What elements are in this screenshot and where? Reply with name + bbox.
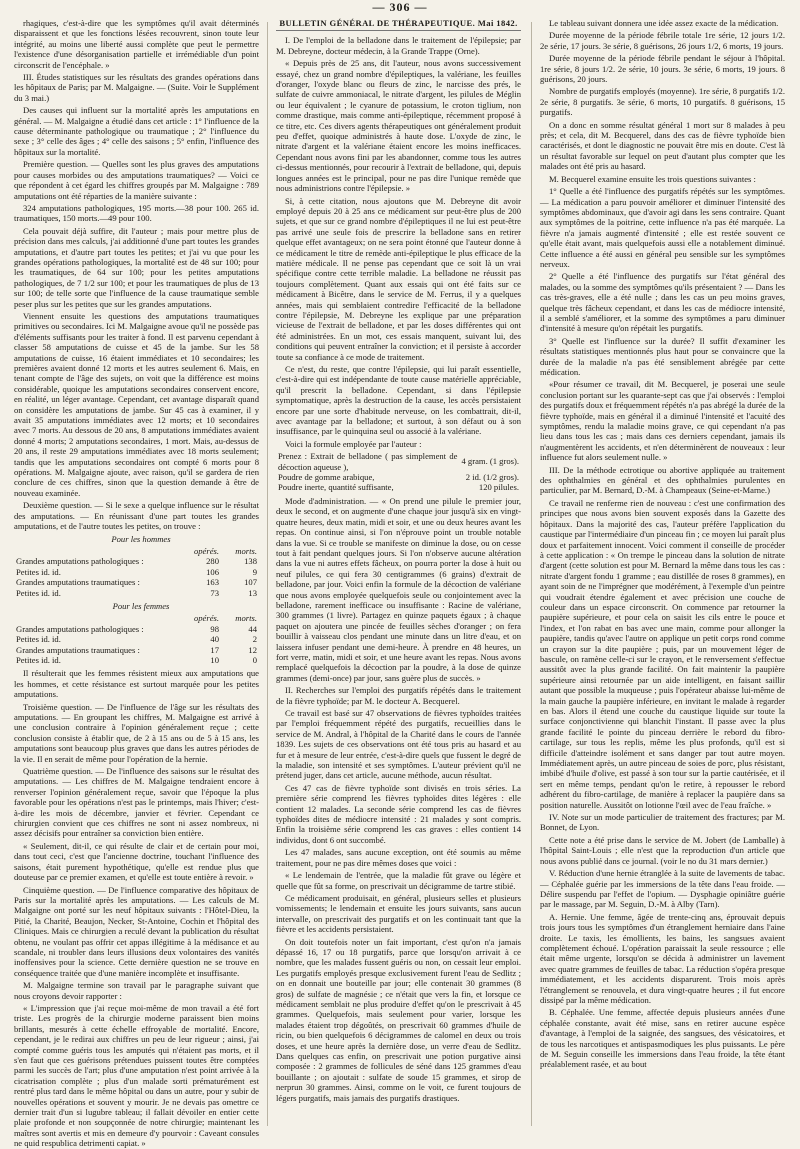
paragraph: 3° Quelle est l'influence sur la durée? Il suffit d'examiner les résultats statistiques mentionnés plus haut pour se convaincre que la durée de la maladie n'a pas été sensiblement abrégée par cette médication. [540, 335, 785, 377]
table-header-cell [14, 546, 183, 556]
table-cell: Petites id. id. [16, 654, 61, 665]
table-cell: 280 [206, 556, 219, 567]
table-cell: 0 [252, 654, 257, 665]
paragraph: « Seulement, dit-il, ce qui résulte de clair et de certain pour moi, dans tout ceci, c'est que l'ancienne doctrine, touchant l'influence des saisons, était purement hypothétique, qu'elle est rendue plus que douteuse par ce premier examen, et qu'elle est toute entière à revoir. » [14, 840, 259, 883]
table-caption: Pour les femmes [112, 600, 170, 611]
left-column [14, 18, 259, 1149]
table-row [14, 655, 259, 665]
table-cell: 2 [252, 634, 257, 645]
paragraph: Ces 47 cas de fièvre typhoïde sont divisés en trois séries. La première série comprend les fièvres typhoïdes dites légères : elle contient 12 malades. La seconde série comprend les cas de fièvres typhoïdes dites de médiocre intensité : 21 malades y sont compris. Enfin la troisième série comprend les cas graves : elles contient 14 individus, dont 6 ont succombé. [276, 782, 521, 845]
table-cell: Grandes amputations traumatiques : [16, 644, 140, 655]
paragraph: Cette note a été prise dans le service de M. Jobert (de Lamballe) à l'hôpital Saint-Louis ; elle n'est que la reproduction d'un article que nous avons publié dans ce journal. (voir le no du 31 mars dernier.) [540, 834, 785, 866]
paragraph: Des causes qui influent sur la mortalité après les amputations en général. — M. Malgaigne a étudié dans cet article : 1° l'influence de la cause déterminante pathologique ou traumatique ; 2° l'influence du sexe ; 3° celle des âges ; 4° celle des saisons ; 5° enfin, l'influence des hôpitaux sur la mortalité. [14, 105, 259, 157]
paragraph: B. Céphalée. Une femme, affectée depuis plusieurs années d'une céphalée constante, avait été mise, sans en retirer aucune espèce d'avantage, à l'emploi de la saignée, des sangsues, des vésicatoires, et de tous les narcotiques et antispasmodiques les plus puissants. Le père de M. Seguin conseille les immersions dans l'eau froide, la tête étant préalablement rasée, et au bout [540, 1007, 785, 1070]
paragraph: Nombre de purgatifs employés (moyenne). 1re série, 8 purgatifs 1/2. 2e série, 8 purgatifs. 3e série, 6 morts, 10 purgatifs. 8 guérisons, 15 purgatifs. [540, 86, 785, 118]
paragraph: M. Becquerel examine ensuite les trois questions suivantes : [549, 173, 756, 184]
table-cell: 44 [248, 623, 257, 634]
paragraph: On a donc en somme résultat général 1 mort sur 8 malades à peu près; et cela, dit M. Becquerel, dans des cas de fièvre typhoïde bien caractérisés, et dont le diagnostic ne pouvait être mis en doute. C'est là un résultat favorable sur lequel on peut d'autant plus compter que les malades ont été pris au hasard. [540, 119, 785, 172]
paragraph: « L'impression que j'ai reçue moi-même de mon travail a été fort triste. Les progrès de la chirurgie moderne paraissent bien moins brillants, mesurés à cette échelle effroyable de mortalité. Encore, cependant, je le redirai aux chiffres un peu de leur rigueur ; ainsi, j'ai compté comme guéris tous les amputés qui n'étaient pas morts, et il s'en faut que ces guérisons prétendues puissent toutes être comptées parmi les succès de l'art; plus d'une amputation n'est point arrivée à la cicatrisation complète ; plus d'un malade sorti prématurément est rentré plus tard dans le même hôpital ou dans un autre, pour y subir de nouvelles opérations et souvent y mourir. Je ne devais pas omettre ce dernier trait d'un si lugubre tableau; il fallait dévoiler en entier cette plaie profonde et non soupçonnée de notre chirurgie; maintenant les maîtres sont avertis et mis en demeure d'y pourvoir : Caveant consules ne quid respublica detrimenti capiat. » [14, 1002, 259, 1149]
paragraph: 1° Quelle a été l'influence des purgatifs répétés sur les symptômes. — La médication a paru pouvoir améliorer et diminuer l'intensité des symptômes abdominaux, que d'avoir agi dans les sens contraire. Quant aux symptômes de la poitrine, cette influence n'a pas été marquée. La fièvre n'a jamais augmenté d'intensité ; elle est restée souvent ce qu'elle était avant, mais quelquefois aussi elle a notablement diminué. Cette influence a été aussi en général peu sensible sur les symptômes nerveux. [540, 186, 785, 269]
paragraph: Quatrième question. — De l'influence des saisons sur le résultat des amputations. — Les chiffres de M. Malgaigne tendraient encore à renverser l'opinion généralement reçue, savoir que l'époque la plus favorable pour les opérations n'est pas le printemps, mais l'hiver; c'est-à-dire les mois de décembre, janvier et février. Cependant ce chirurgien convient que ces chiffres ne sont ni assez nombreux, ni assez décisifs pour entraîner sa conviction bien entière. [14, 766, 259, 839]
paragraph: I. De l'emploi de la belladone dans le traitement de l'épilepsie; par M. Debreyne, docteur médecin, à la Grande Trappe (Orne). [276, 35, 521, 56]
table-cell: Grandes amputations pathologiques : [16, 623, 144, 634]
paragraph: III. Études statistiques sur les résultats des grandes opérations dans les hôpitaux de Paris; par M. Malgaigne. — (Suite. Voir le Supplément du 3 mai.) [14, 72, 259, 103]
table-cell: Petites id. id. [16, 587, 61, 598]
column-rule [531, 22, 532, 1126]
table-caption: Pour les hommes [111, 533, 171, 544]
formula-cell: Prenez : Extrait de belladone ( pas simplement de décoction aqueuse ), [278, 451, 458, 472]
formula-table [276, 451, 521, 493]
table-cell: 40 [210, 634, 219, 645]
table-row [14, 624, 259, 634]
page-number: — 306 — [372, 0, 428, 14]
paragraph: Voici la formule employée par l'auteur : [285, 438, 422, 449]
paragraph: A. Hernie. Une femme, âgée de trente-cinq ans, éprouvait depuis trois jours tous les symptômes d'un étranglement herniaire dans l'aine droite. Le taxis, les émollients, les bains, les sangsues avaient complètement échoué. L'opération paraissait la seule ressource ; elle était même urgente, lorsqu'on se décida à administrer un lavement avec quatre grammes de feuilles de tabac. La réduction s'opéra presque immédiatement, et les accidents disparurent. Trois mois après l'étranglement se renouvela, et dura vingt-quatre heures ; il fut encore dissipé par la même médication. [540, 911, 785, 1005]
paragraph: Le tableau suivant donnera une idée assez exacte de la médication. [549, 18, 779, 28]
table-row [14, 577, 259, 587]
table-header-cell: opérés. [193, 613, 219, 624]
paragraph: Cela pouvait déjà suffire, dit l'auteur ; mais pour mettre plus de précision dans mes calculs, j'ai additionné d'une part toutes les grandes amputations, et d'autre part toutes les petites; et j'ai vu que pour les grandes opérations pathologiques, la mortalité est de 48 sur 100; pour les traumatiques, de 64 sur 100; pour les petites amputations pathologiques, de 7 1/2 sur 100; et pour les traumatiques de plus de 13 sur 100; de telle sorte que l'influence de la cause traumatique semble peser plus sur les petites que sur les grandes amputations. [14, 225, 259, 309]
formula-row [276, 451, 521, 472]
table-cell: Grandes amputations traumatiques : [16, 577, 140, 588]
paragraph: Il résulterait que les femmes résistent mieux aux amputations que les hommes, et cette résistance est surtout marquée pour les petites amputations. [14, 668, 259, 700]
paragraph: BULLETIN GÉNÉRAL DE THÉRAPEUTIQUE. Mai 1842. [276, 18, 521, 31]
paragraph: Première question. — Quelles sont les plus graves des amputations pour causes morbides ou des amputations traumatiques? — Voici ce que répondent à cet égard les chiffres groupés par M. Malgaigne : 789 amputations ont été réparties de la manière suivante : [14, 159, 259, 201]
paragraph: III. De la méthode ectrotique ou abortive appliquée au traitement des ophthalmies en général et des ophthalmies purulentes en particulier, par M. Bernard, D.-M. à Champeaux (Seine-et-Marne.) [540, 464, 785, 496]
table-header-cell: morts. [235, 613, 257, 624]
formula-cell: 4 gram. (1 gros). [461, 456, 519, 467]
paragraph: « Depuis près de 25 ans, dit l'auteur, nous avons successivement essayé, chez un grand nombre d'épileptiques, la valériane, les feuilles d'oranger, l'oxyde blanc ou fleurs de zinc, le narcisse des prés, le sulfate de cuivre ammoniacal, le nitrate d'argent, les pilules de Méglin ou leur équivalent ; le cyanure de potassium, le croton tiglium, non comme drastique, mais comme anti-épileptique, récemment proposé à ce titre, etc. Ces divers agents thérapeutiques ont généralement produit peu d'effet, quoique administrés à haute dose. L'oxyde de zinc, le nitrate d'argent et la valériane étaient encore les moins inefficaces. Cependant nous avons fini par les abandonner, comme tous les autres ci-dessus mentionnés, pour recourir à l'extrait de belladone, qui, depuis longues années est le principal, pour ne pas dire l'unique remède que nous administrions contre l'épilepsie. » [276, 58, 521, 194]
paragraph: rhagiques, c'est-à-dire que les symptômes qu'il avait déterminés disparaissent et que les fonctions lésées recouvrent, sinon toute leur intégrité, au moins une liberté aussi complète que peut le permettre l'existence d'une désorganisation partielle et irrémédiable d'un point circonscrit de l'encéphale. » [14, 18, 259, 70]
table-cell: 98 [210, 623, 219, 634]
table-row [14, 556, 259, 566]
paragraph: « Le lendemain de l'entrée, que la maladie fût grave ou légère et quelle que fût sa forme, on prescrivait un décigramme de tartre stibié. [276, 870, 521, 891]
stats-table [14, 546, 259, 598]
table-header-cell: opérés. [193, 545, 219, 556]
middle-column [276, 18, 521, 1130]
formula-cell: 2 id. (1/2 gros). [465, 472, 519, 483]
table-cell: 73 [210, 587, 219, 598]
paragraph: Ce n'est, du reste, que contre l'épilepsie, qui lui paraît essentielle, c'est-à-dire qui est indépendante de toute cause matérielle appréciable, qu'il prescrit la belladone. Cependant, si dans l'épilepsie symptomatique, après la destruction de la cause, les accès persistaient encore par une sorte d'habitude nerveuse, on les combattrait, dit-il, avec avantage par la belladone; et surtout, à son défaut ou à son insuffisance, par le quinquina seul ou associé à la valériane. [276, 364, 521, 437]
paragraph: Mode d'administration. — « On prend une pilule le premier jour, deux le second, et on augmente d'une chaque jour jusqu'à six en vingt-quatre heures, deux matin, midi et soir, et une ou deux heures avant les repas. On continue ainsi, si l'on n'éprouve point un trouble notable dans la vue. Si ce trouble se manifeste on diminue la dose, ou on cesse tout à fait pendant quelques jours. Si l'on n'observe aucune altération dans la vue ni autres effets fâcheux, on pourra porter la dose à huit ou neuf pilules, ce qui fera 30 centigrammes (6 grains) d'extrait de belladone, par jour. Voici enfin la formule de la décoction de valériane que nous avons employée quelquefois seule ou conjointement avec la belladone, rarement inefficace ou insuffisante : Racine de valériane, 300 grammes (1 livre). Partagez en quinze paquets égaux ; à chaque paquet on ajoutera une pincée de feuilles sèches d'oranger ; on fera bouillir à vaisseau clos pendant une minute dans un litre d'eau, et on laissera infuser pendant une demi-heure. À prendre en 48 heures, un fort verre, matin, midi et soir, et une heure avant les repas. Nous avons remplacé quelquefois la décoction par la poudre, à la dose de quinze grammes (demi-once) par jour, sans guère plus de succès. » [276, 495, 521, 683]
paragraph: Cinquième question. — De l'influence comparative des hôpitaux de Paris sur la mortalité après les amputations. — Les calculs de M. Malgaigne ont porté sur les neuf hôpitaux suivants : l'Hôtel-Dieu, la Pitié, la Charité, Beaujon, Necker, St-Antoine, Cochin et l'hôpital des Cliniques. Mais ce chirurgien a reculé devant la publication du résultat obtenu, ne voulant pas offrir cet appas illégitime à la médisance et au scandale, ni troubler dans leurs illusions deux volontaires des vanités inoffensives pour la science. Cette dernière question ne se trouve en conséquence traitée que d'une manière incomplète et insuffisante. [14, 884, 259, 978]
paragraph: Viennent ensuite les questions des amputations traumatiques primitives ou secondaires. Ici M. Malgaigne avoue qu'il ne possède pas d'éléments suffisants pour les traiter à fond. Il est parvenu cependant à classer 58 amputations de cuisse et 45 de la jambe. Sur les 58 amputations de cuisse, 16 étaient immédiates et 10 secondaires; les premières avaient donné 12 morts et les autres seulement 6. Mais, en tenant compte de l'âge des sujets, on voit que la différence est moins considérable, quoique les amputations secondaires conservent encore, en réalité, un léger avantage. Cependant, cet avantage disparaît quand on considère les amputations de jambe. Sur 45 cas à examiner, il y avait 35 amputations immédiates avec 12 morts; et 10 secondaires avec 7 morts. Au dessous de 20 ans, 8 amputations immédiates avaient donné 4 morts; 2 amputations secondaires, 1 mort. Mais, au-dessus de 20 ans, il reste 29 amputations immédiates avec 18 morts seulement; tandis que les amputations secondaires ont compté 6 morts pour 8 opérations. M. Malgaigne ajoute, avec raison, qu'il se gardera de rien conclure de ces chiffres, sinon que la question demande à être de nouveau examinée. [14, 310, 259, 498]
table-cell: 17 [210, 644, 219, 655]
paragraph: Les 47 malades, sans aucune exception, ont été soumis au même traitement, pour ne pas dire mêmes doses que voici : [276, 847, 521, 868]
table-cell: 163 [206, 577, 219, 588]
paragraph: Durée moyenne de la période fébrile totale 1re série, 12 jours 1/2. 2e série, 17 jours. 3e série, 8 guérisons, 26 jours 1/2, 6 morts, 19 jours. [540, 30, 785, 51]
paragraph: 2° Quelle a été l'influence des purgatifs sur l'état général des malades, ou la somme des symptômes qu'ils présentaient ? — Dans les cas très-graves, elle a été nulle ; dans les cas un peu moins graves, quelque très fâcheux cependant, et dans les cas de médiocre intensité, il a semblé s'améliorer, et la somme des symptômes a paru diminuer d'intensité à mesure qu'on répétait les purgatifs. [540, 271, 785, 334]
table-cell: 107 [244, 577, 257, 588]
formula-cell: Poudre de gomme arabique, [278, 472, 375, 483]
table-cell: 12 [248, 644, 257, 655]
table-cell: 106 [206, 566, 219, 577]
paragraph: Ce travail ne renferme rien de nouveau : c'est une confirmation des principes que nous avons bien souvent exposés dans la Gazette des hôpitaux. Dans la majorité des cas, l'auteur préfère l'application du caustique par l'intermédiaire d'un pinceau fin ; ce moyen lui paraît plus doux et parfaitement innocent. Voici comment il conseille de procéder à cette application : « On trempe le pinceau dans la solution de nitrate d'argent (cette solution est pour M. Bernard la même dans tous les cas : nitrate d'argent fondu 1 gramme ; eau distillée de roses 8 grammes), en ayant soin de ne l'imprégner que modérément, à l'exemple d'un peintre qui voudrait étendre également et avec précision une couche de couleur dans un espace circonscrit. On commence par retourner la paupière supérieure, et pour cela on saisit les cils entre le pouce et l'index, et l'on rabat en bas avec une main, comme pour allonger la paupière, tandis qu'avec l'autre on applique un petit corps rond comme un crayon sur la dite paupière ; puis, par un mouvement léger de bascule, on ramène celle-ci sur le crayon, et le renversement s'effectue aussitôt avec la plus grande facilité. On fait maintenir la paupière supérieure ainsi retournée par un aide intelligent, en faisant saillir autant que possible la muqueuse ; puis l'opérateur abaisse lui-même de la main gauche la paupière inférieure, en invitant le malade à regarder en bas. Alors il étend une couche du caustique liquide sur toute la surface conjonctivienne qui blanchit l'instant. Il passe avec la plus grande facilité le pointe du pinceau derrière le rebord du fibro-cartilage, sur tous les replis, même les plus profonds, qu'il est si difficile d'atteindre isolément et sans danger par tout autre moyen. Immédiatement après, un autre pinceau de soies de porc, plus résistant, imbibé d'huile d'olive, est passé à son tour sur la partie cautérisée, et il sert en même temps, pendant qu'on le retire, à repousser le rebord adhérent du fibro-cartilage, de manière à replacer la paupière dans sa position naturelle. Aussitôt on lotionne l'œil avec de l'eau fraîche. » [540, 497, 785, 810]
paragraph: V. Réduction d'une hernie étranglée à la suite de lavements de tabac. — Céphalée guérie par les immersions de la tête dans l'eau froide. — Délire suspendu par l'effet de l'opium. — Dysphagie opiniâtre guérie par le massage, par M. Seguin, D.-M. à Alby (Tarn). [540, 868, 785, 910]
paragraph: On doit toutefois noter un fait important, c'est qu'on n'a jamais dépassé 16, 17 ou 18 purgatifs, parce que lorsqu'on arrivait à ce nombre, que les malades fussent guéris ou non, on cessait leur emploi. Les purgatifs employés presque exclusivement furent l'eau de Sedlitz ; on en donnait une bouteille par jour; elle contenait 30 grammes (8 gros) de sulfate de magnésie ; ce n'était que vers la fin, et lorsque ce médicament semblait ne plus produire d'effet qu'on le prescrivait à 45 grammes. Quelquefois, mais seulement pour varier, lorsque les malades étaient trop dégoûtés, on prescrivait 60 grammes d'huile de ricin, ou bien quelquefois 6 décigrammes de calomel en deux ou trois doses, et une heure après la dernière dose, un verre d'eau de Sedlitz. Dans quelques cas enfin, on prescrivait une potion purgative ainsi composée : 2 grammes de follicules de séné dans 125 grammes d'eau bouillante ; on ajoutait : sulfate de soude 15 grammes, et sirop de nerprun 30 grammes. Ainsi, comme on le voit, ce furent toujours de légers purgatifs, mais jamais des purgatifs drastiques. [276, 936, 521, 1103]
table-cell: 9 [252, 566, 257, 577]
table-row [14, 645, 259, 655]
stats-table [14, 613, 259, 665]
paragraph: II. Recherches sur l'emploi des purgatifs répétés dans le traitement de la fièvre typhoïde; par M. le docteur A. Becquerel. [276, 685, 521, 706]
table-row [14, 634, 259, 644]
table-header-cell: morts. [235, 545, 257, 556]
table-cell: 10 [210, 654, 219, 665]
paragraph: «Pour résumer ce travail, dit M. Becquerel, je poserai une seule conclusion portant sur les quarante-sept cas que j'ai observés : l'emploi des purgatifs doux et fréquemment répétés n'a pas abrégé la durée de la fièvre typhoïde, mais en général il a diminué l'intensité et l'acuité des symptômes, rendu la maladie moins grave, ce qui cependant n'a pas lieu dans tous les cas ; mais dans ces derniers cependant, jamais ils n'augmentèrent les accidents, et n'en déterminèrent de nouveaux : leur influence fut alors seulement nulle. » [540, 379, 785, 463]
paragraph: 324 amputations pathologiques, 195 morts.—38 pour 100. 265 id. traumatiques, 150 morts.—49 pour 100. [14, 202, 259, 224]
table-cell: 138 [244, 556, 257, 567]
paragraph: IV. Note sur un mode particulier de traitement des fractures; par M. Bonnet, de Lyon. [540, 812, 785, 833]
paragraph: Si, à cette citation, nous ajoutons que M. Debreyne dit avoir employé depuis 20 à 25 ans ce médicament sur peut-être plus de 200 sujets, et que sur ce grand nombre d'épileptiques il ne lui est peut-être pas arrivé une seule fois de prescrire la belladone sans en retirer quelque effet avantageux; on ne sera point étonné que l'auteur donne à ce médicament le titre de remède anti-épileptique le plus efficace de la matière médicale. Il ne pense pas cependant que ce soit là un vrai spécifique contre cette terrible maladie. La belladone ne réussit pas toujours complètement. Quant aux essais qui ont été faits sur ce médicament à Bicêtre, dans le service de M. Ferrus, il y a quelques années, mais qui semblaient contredire l'efficacité de la belladone contre l'épilepsie, M. Debreyne les explique par une préparation vicieuse de l'extrait de belladone, et par les doses différentes qui ont été administrées. En un mot, ces essais manquent, suivant lui, des conditions qui peuvent entraîner la conviction; et il persiste à accorder toute sa confiance à ce mode de traitement. [276, 195, 521, 362]
paragraph: Durée moyenne de la période fébrile pendant le séjour à l'hôpital. 1re série, 8 jours 1/2. 2e série, 10 jours. 3e série, 6 morts, 19 jours. 8 guérisons, 20 jours. [540, 53, 785, 85]
table-cell: Petites id. id. [16, 634, 61, 645]
right-column [540, 18, 785, 1130]
formula-row [276, 482, 521, 492]
paragraph: Troisième question. — De l'influence de l'âge sur les résultats des amputations. — En groupant les chiffres, M. Malgaigne est arrivé à une conclusion contraire à l'opinion généralement reçue ; cette conclusion consiste à établir que, de 2 à 15 ans ou de 5 à 15 ans, les amputations sont beaucoup plus graves que dans les autres périodes de la vie. Il en serait de même pour l'opération de la hernie. [14, 701, 259, 764]
table-cell: Grandes amputations pathologiques : [16, 556, 144, 567]
table-header-cell [14, 613, 183, 623]
formula-row [276, 472, 521, 482]
table-row [14, 567, 259, 577]
formula-cell: Poudre inerte, quantité suffisante, [278, 482, 394, 493]
table-row [14, 588, 259, 598]
formula-cell: 120 pilules. [478, 482, 519, 493]
table-cell: Petites id. id. [16, 566, 61, 577]
column-rule [267, 22, 268, 1126]
paragraph: Deuxième question. — Si le sexe a quelque influence sur le résultat des amputations. — En réunissant d'une part toutes les grandes amputations, et de l'autre toutes les petites, on trouve : [14, 500, 259, 532]
paragraph: Ce travail est basé sur 47 observations de fièvres typhoïdes traitées par l'emploi fréquemment répété des purgatifs, recueillies dans le service de M. Andral, à l'hôpital de la Charité dans le cours de l'année 1839. Les sujets de ces observations ont été tous pris au hasard et au fur et à mesure de leur entrée, c'est-à-dire quels que fussent le degré de la maladie, son intensité et ses symptômes. L'auteur prévient qu'il ne prétend juger, dans cet article, aucune méthode, aucun résultat. [276, 708, 521, 781]
table-cell: 13 [248, 587, 257, 598]
paragraph: Ce médicament produisait, en général, plusieurs selles et plusieurs vomissements; le lendemain et ensuite les jours suivants, sans aucun intervalle, on prescrivait des purgatifs et on les continuait tant que la fièvre et les accidents persistaient. [276, 892, 521, 935]
paragraph: M. Malgaigne termine son travail par le paragraphe suivant que nous croyons devoir rapporter : [14, 980, 259, 1001]
